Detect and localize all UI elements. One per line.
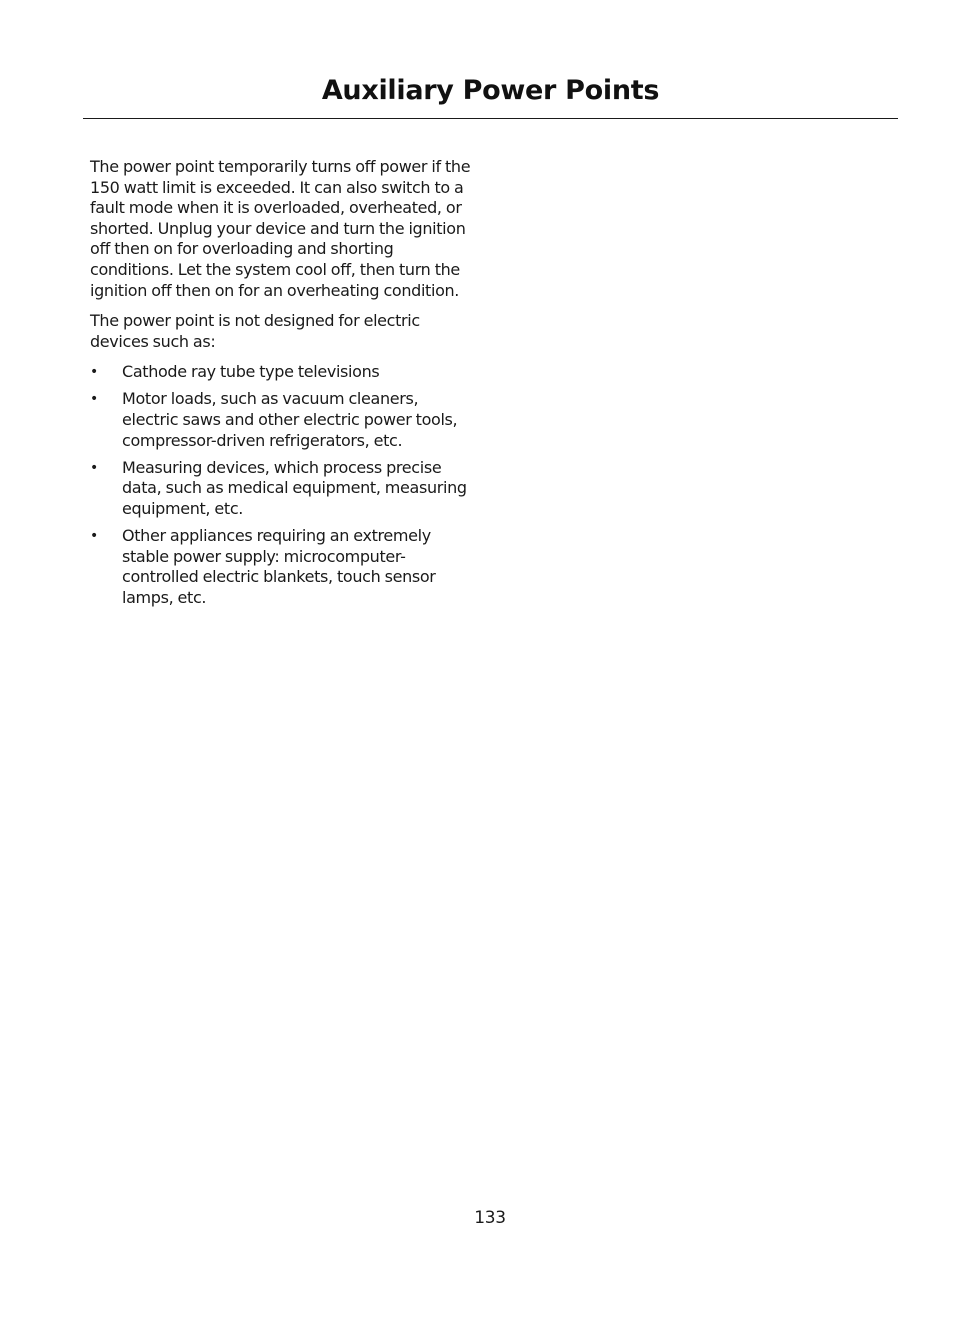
list-item [90, 389, 475, 451]
paragraph-fault-mode: The power point temporarily turns off power if the 150 watt limit is exceeded. It can also switch to a fault mode when it is overloaded, overheated, or shorted. Unplug your device and turn the ignition off then on for overloading and shorting conditions. Let the system cool off, then turn the ignition off then on for an overheating condition. [90, 157, 471, 300]
list-item [90, 526, 475, 608]
content-column [90, 157, 475, 615]
bullet-icon: • [90, 391, 98, 408]
list-item [90, 362, 475, 383]
paragraph-not-designed: The power point is not designed for electric devices such as: [90, 311, 420, 351]
bullet-icon: • [90, 364, 98, 381]
bullet-icon: • [90, 528, 98, 544]
bullet-icon: • [90, 459, 98, 476]
list-item-text: Motor loads, such as vacuum cleaners, electric saws and other electric power tools, compressor-driven refrigerators, etc. [122, 389, 458, 450]
page-header [83, 70, 898, 119]
page-number: 133 [474, 1208, 506, 1228]
list-item-text: Other appliances requiring an extremely stable power supply: microcomputer-controlled electric blankets, touch sensor lamps, etc. [122, 526, 436, 607]
page-title: Auxiliary Power Points [321, 75, 660, 106]
list-item [90, 458, 475, 520]
list-item-text: Measuring devices, which process precise data, such as medical equipment, measuring equipment, etc. [122, 457, 467, 518]
list-item-text: Cathode ray tube type televisions [122, 362, 380, 382]
device-list [90, 362, 475, 608]
